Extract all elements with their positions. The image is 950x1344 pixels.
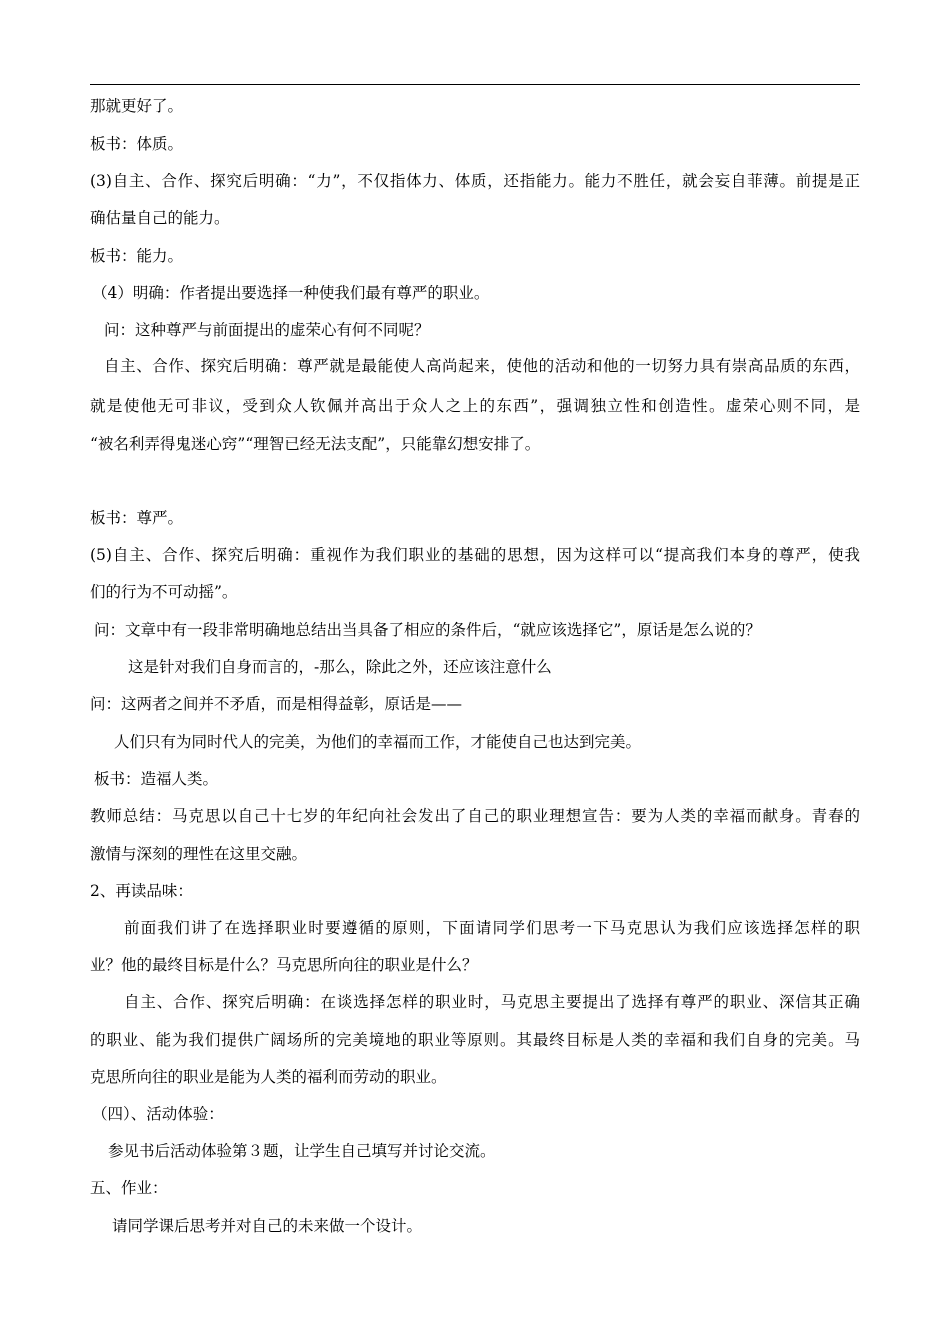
text-line: 问：这两者之间并不矛盾，而是相得益彰，原话是—— — [90, 695, 463, 713]
text-line: 参见书后活动体验第３题，让学生自己填写并讨论交流。 — [108, 1142, 496, 1160]
text-line: 那就更好了。 — [90, 97, 184, 115]
text-line: (3)自主、合作、探究后明确：“力”，不仅指体力、体质，还指能力。能力不胜任，就会妄自菲薄。前提是正 — [90, 172, 860, 190]
text-line: 业？他的最终目标是什么？马克思所向往的职业是什么？ — [90, 956, 478, 974]
text-line: 教师总结：马克思以自己十七岁的年纪向社会发出了自己的职业理想宣告：要为人类的幸福而献身。青春的 — [90, 807, 860, 825]
header-rule — [90, 84, 860, 85]
text-line: 板书：尊严。 — [90, 509, 184, 527]
text-line: 2、再读品味： — [90, 882, 193, 900]
text-line: 板书：能力。 — [90, 247, 184, 265]
text-line: 的职业、能为我们提供广阔场所的完美境地的职业等原则。其最终目标是人类的幸福和我们自身的完美。马 — [90, 1031, 860, 1049]
text-line: （4）明确：作者提出要选择一种使我们最有尊严的职业。 — [92, 284, 490, 302]
text-line: 就是使他无可非议，受到众人钦佩并高出于众人之上的东西”，强调独立性和创造性。虚荣心则不同，是 — [90, 397, 860, 415]
text-line: 自主、合作、探究后明确：尊严就是最能使人高尚起来，使他的活动和他的一切努力具有崇高品质的东西， — [104, 357, 860, 375]
text-line: 板书：体质。 — [90, 135, 184, 153]
text-line: 五、作业： — [90, 1179, 168, 1197]
text-line: 这是针对我们自身而言的，-那么，除此之外，还应该注意什么 — [128, 658, 552, 676]
text-line: 人们只有为同时代人的完美，为他们的幸福而工作，才能使自己也达到完美。 — [114, 733, 642, 751]
text-line: “被名利弄得鬼迷心窍”“理智已经无法支配”，只能靠幻想安排了。 — [90, 435, 541, 453]
text-line: 前面我们讲了在选择职业时要遵循的原则，下面请同学们思考一下马克思认为我们应该选择怎样的职 — [124, 919, 860, 937]
text-line: 们的行为不可动摇”。 — [90, 583, 238, 601]
text-line: 问：这种尊严与前面提出的虚荣心有何不同呢？ — [104, 321, 430, 339]
text-line: （四）、活动体验： — [92, 1105, 224, 1123]
text-line: 请同学课后思考并对自己的未来做一个设计。 — [112, 1217, 423, 1235]
text-line: (5)自主、合作、探究后明确：重视作为我们职业的基础的思想，因为这样可以“提高我们本身的尊严，使我 — [90, 546, 860, 564]
text-line: 自主、合作、探究后明确：在谈选择怎样的职业时，马克思主要提出了选择有尊严的职业、深信其正确 — [124, 993, 860, 1011]
text-line: 克思所向往的职业是能为人类的福利而劳动的职业。 — [90, 1068, 447, 1086]
text-line: 问：文章中有一段非常明确地总结出当具备了相应的条件后，“就应该选择它”，原话是怎么说的？ — [94, 621, 761, 639]
text-line: 板书：造福人类。 — [94, 770, 219, 788]
text-line: 激情与深刻的理性在这里交融。 — [90, 845, 308, 863]
text-line: 确估量自己的能力。 — [90, 209, 230, 227]
